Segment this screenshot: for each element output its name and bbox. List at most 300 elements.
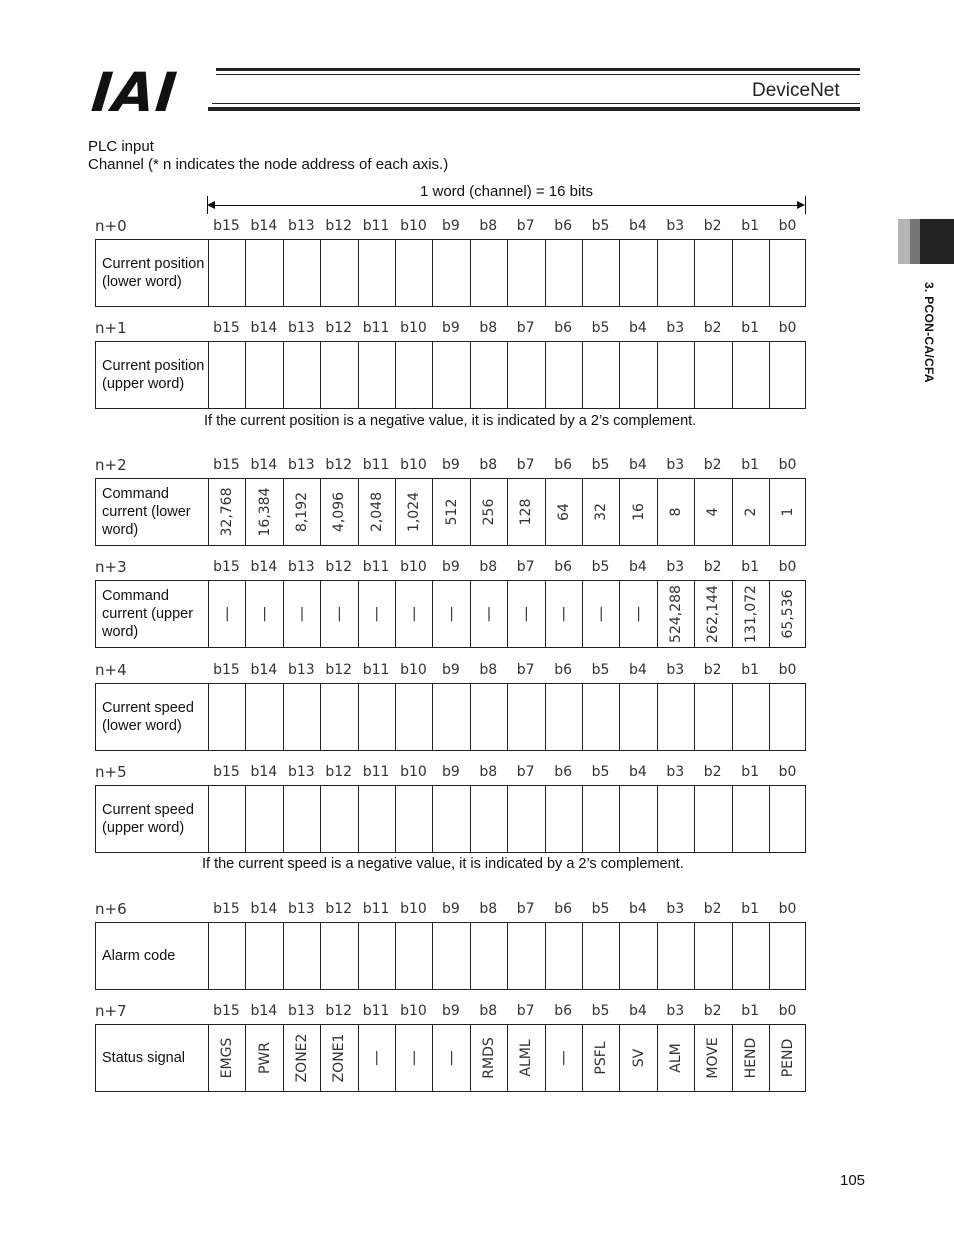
register-address: n+1	[95, 319, 127, 337]
arrow-left-tick	[207, 196, 208, 214]
header-title: DeviceNet	[752, 80, 840, 101]
side-tab-text: 3. PCON-CA/CFA	[922, 282, 936, 383]
side-tab-mid	[910, 219, 920, 264]
bit-cell	[395, 684, 432, 750]
bit-cell	[657, 240, 694, 306]
bit-cell	[245, 479, 282, 545]
register-header	[95, 763, 806, 783]
bit-cell-value: 1	[780, 507, 797, 517]
bit-cell	[657, 923, 694, 989]
bit-label: b12	[325, 901, 353, 917]
bit-cell	[769, 342, 806, 408]
bit-cell-value: |	[299, 606, 305, 622]
bit-label: b4	[628, 901, 647, 917]
bit-label: b5	[591, 662, 610, 678]
bit-cell	[545, 1025, 582, 1091]
note-speed: If the current speed is a negative value, it is indicated by a 2’s complement.	[202, 856, 684, 872]
bit-cell-value: |	[524, 606, 529, 622]
bit-label: b11	[362, 320, 390, 336]
bit-cell	[732, 479, 769, 545]
register-row	[95, 1024, 806, 1092]
bit-cell	[320, 240, 357, 306]
bit-cell-value: 262,144	[705, 585, 722, 643]
side-tab-label	[914, 282, 938, 422]
bit-label: b11	[362, 457, 390, 473]
bit-label: b9	[441, 559, 460, 575]
bit-label: b6	[554, 320, 572, 336]
bit-label: b3	[666, 901, 685, 917]
header-rule-2	[216, 74, 860, 75]
bit-label: b11	[362, 1003, 390, 1019]
bit-cell-value: MOVE	[705, 1037, 722, 1079]
bit-cell	[769, 923, 806, 989]
bit-cell-value: |	[636, 606, 641, 622]
bit-cell	[582, 684, 619, 750]
bit-label: b15	[213, 457, 240, 473]
bit-cell-value: 2	[742, 507, 759, 517]
note-position: If the current position is a negative value, it is indicated by a 2’s complement.	[204, 413, 697, 429]
bit-cell-value: |	[449, 606, 454, 622]
bit-cell	[283, 581, 320, 647]
bit-cell	[545, 786, 582, 852]
bit-label: b7	[516, 901, 535, 917]
bit-label: b13	[287, 218, 315, 234]
bit-cell-value: RMDS	[480, 1037, 497, 1079]
bit-label: b4	[628, 320, 647, 336]
bit-label: b12	[325, 662, 353, 678]
bit-cell	[358, 342, 395, 408]
bit-label: b15	[213, 1003, 240, 1019]
register-address: n+6	[95, 900, 127, 918]
bit-cell	[507, 1025, 544, 1091]
bit-cell	[769, 479, 806, 545]
bit-cell	[432, 1025, 469, 1091]
bit-label: b11	[362, 559, 390, 575]
bit-cell	[320, 1025, 357, 1091]
bit-cell-value: |	[561, 1050, 567, 1066]
register-address: n+3	[95, 558, 127, 576]
bit-cell	[283, 923, 320, 989]
bit-label: b3	[666, 457, 685, 473]
bit-label: b1	[741, 764, 759, 780]
bit-label: b0	[778, 662, 797, 678]
bit-cell	[358, 684, 395, 750]
bit-label: b10	[400, 320, 427, 336]
bit-cell	[507, 786, 544, 852]
register-header	[95, 456, 806, 476]
bit-cell	[582, 581, 619, 647]
intro-subtitle: Channel (* n indicates the node address of each axis.)	[88, 156, 449, 173]
bit-cell-value: 65,536	[780, 589, 797, 639]
register-address: n+5	[95, 763, 127, 781]
bit-label: b8	[479, 218, 498, 234]
header-rule-top	[216, 68, 860, 71]
bit-cell-value: 4,096	[331, 491, 348, 533]
bit-cell	[545, 581, 582, 647]
bit-cell	[395, 786, 432, 852]
bit-label: b9	[441, 320, 460, 336]
bit-cell	[507, 923, 544, 989]
register-name: Current speed (lower word)	[102, 700, 194, 734]
bit-cell	[657, 342, 694, 408]
iai-logo: IAI	[88, 61, 181, 124]
bit-cell	[582, 1025, 619, 1091]
bit-cell	[283, 684, 320, 750]
bit-label: b7	[516, 320, 535, 336]
bit-label: b5	[591, 559, 610, 575]
bit-label: b2	[703, 457, 722, 473]
bit-cell-value: 128	[518, 498, 535, 526]
bit-cell	[320, 786, 357, 852]
bit-label: b4	[628, 662, 647, 678]
bit-cell	[507, 240, 544, 306]
bit-label: b4	[628, 1003, 647, 1019]
bit-label: b14	[250, 218, 278, 234]
bit-label: b15	[213, 764, 240, 780]
register-name: Current position (upper word)	[102, 358, 205, 392]
bit-cell-value: 1,024	[406, 491, 423, 533]
bit-label: b6	[554, 1003, 572, 1019]
bit-label: b0	[778, 559, 797, 575]
bit-cell-value: |	[262, 606, 267, 622]
bit-cell	[470, 684, 507, 750]
bit-cell	[545, 923, 582, 989]
bit-label: b9	[441, 457, 460, 473]
bit-cell-value: |	[374, 606, 380, 622]
bit-label: b13	[287, 764, 315, 780]
bit-cell	[582, 342, 619, 408]
bit-label: b13	[287, 1003, 315, 1019]
bit-label: b2	[703, 1003, 722, 1019]
bit-label: b7	[516, 559, 535, 575]
bit-cell	[545, 479, 582, 545]
bit-label: b6	[554, 662, 572, 678]
bit-cell	[657, 684, 694, 750]
bit-cell	[283, 786, 320, 852]
bit-cell	[395, 342, 432, 408]
bit-cell	[470, 240, 507, 306]
bit-label: b12	[325, 320, 353, 336]
bit-cell-value: 32	[593, 503, 610, 521]
bit-cell	[732, 923, 769, 989]
bit-cell	[619, 1025, 656, 1091]
bit-cell-value: |	[561, 606, 567, 622]
bit-cell	[657, 581, 694, 647]
register-header	[95, 1002, 806, 1022]
bit-cell	[694, 240, 731, 306]
bit-cell	[283, 240, 320, 306]
bit-label: b8	[479, 1003, 498, 1019]
bit-cell-value: ALM	[667, 1043, 684, 1073]
bit-cell	[545, 684, 582, 750]
bit-label: b12	[325, 457, 353, 473]
bit-cell-value: 256	[480, 498, 497, 526]
bit-label: b12	[325, 218, 353, 234]
bit-label: b5	[591, 901, 610, 917]
bit-cell	[732, 786, 769, 852]
bit-cell-value: 8	[667, 507, 684, 517]
bit-cell	[769, 240, 806, 306]
bit-label: b3	[666, 1003, 685, 1019]
bit-label: b11	[362, 901, 390, 917]
bit-cell	[619, 479, 656, 545]
bit-label: b10	[400, 218, 427, 234]
register-header	[95, 558, 806, 578]
bit-label: b3	[666, 662, 685, 678]
bit-cell-value: |	[374, 1050, 380, 1066]
bit-label: b14	[250, 457, 278, 473]
bit-label: b14	[250, 901, 278, 917]
bit-cell	[358, 923, 395, 989]
bit-label: b7	[516, 218, 535, 234]
bit-cell	[769, 581, 806, 647]
bit-cell	[208, 923, 245, 989]
bit-label: b8	[479, 901, 498, 917]
bit-cell-value: 8,192	[293, 491, 310, 533]
bit-cell	[245, 342, 282, 408]
register-name: Alarm code	[102, 948, 176, 964]
bit-label: b13	[287, 662, 315, 678]
bit-cell	[470, 581, 507, 647]
arrow-right-tick	[805, 196, 806, 214]
bit-label: b1	[741, 559, 759, 575]
register-row	[95, 922, 806, 990]
bit-cell-value: 512	[443, 498, 460, 526]
bit-label: b2	[703, 901, 722, 917]
bit-cell	[619, 786, 656, 852]
bit-cell	[283, 1025, 320, 1091]
bit-label: b10	[400, 457, 427, 473]
bit-label: b9	[441, 218, 460, 234]
bit-cell-value: |	[411, 1050, 417, 1066]
bit-cell	[582, 923, 619, 989]
bit-label: b9	[441, 662, 460, 678]
bit-cell	[732, 684, 769, 750]
bit-label: b12	[325, 764, 353, 780]
bit-cell	[358, 581, 395, 647]
bit-cell-value: 32,768	[219, 487, 236, 537]
bit-label: b15	[213, 662, 240, 678]
arrow-right-icon	[797, 201, 805, 209]
header-rule-bottom	[208, 107, 860, 111]
bit-label: b7	[516, 1003, 535, 1019]
bit-cell	[395, 923, 432, 989]
bit-cell	[694, 923, 731, 989]
bit-label: b2	[703, 559, 722, 575]
bit-label: b13	[287, 559, 315, 575]
register-header	[95, 900, 806, 920]
page-number: 105	[840, 1172, 866, 1189]
register-row	[95, 478, 806, 546]
bit-cell	[582, 240, 619, 306]
bit-label: b0	[778, 901, 797, 917]
bit-label: b1	[741, 1003, 759, 1019]
bit-cell	[619, 342, 656, 408]
register-row	[95, 683, 806, 751]
bit-cell-value: ZONE1	[331, 1033, 348, 1083]
bit-cell	[507, 581, 544, 647]
register-name: Command current (lower word)	[102, 486, 191, 538]
bit-label: b6	[554, 901, 572, 917]
bit-cell	[582, 786, 619, 852]
register-row	[95, 239, 806, 307]
bit-cell	[732, 581, 769, 647]
register-name: Current position (lower word)	[102, 256, 205, 290]
bit-label: b1	[741, 457, 759, 473]
bit-label: b4	[628, 457, 647, 473]
bit-label: b14	[250, 764, 278, 780]
bit-cell	[657, 786, 694, 852]
register-address: n+4	[95, 661, 127, 679]
bit-cell	[245, 1025, 282, 1091]
bit-cell-value: 131,072	[742, 585, 759, 643]
bit-label: b6	[554, 457, 572, 473]
bit-label: b7	[516, 662, 535, 678]
bit-label: b1	[741, 218, 759, 234]
bit-label: b4	[628, 764, 647, 780]
bit-cell	[582, 479, 619, 545]
bit-label: b15	[213, 901, 240, 917]
bit-cell	[470, 923, 507, 989]
bit-label: b4	[628, 559, 647, 575]
bit-label: b10	[400, 764, 427, 780]
bit-label: b3	[666, 764, 685, 780]
bit-cell	[208, 240, 245, 306]
bit-label: b5	[591, 320, 610, 336]
bit-label: b5	[591, 764, 610, 780]
bit-cell	[432, 479, 469, 545]
bit-label: b14	[250, 320, 278, 336]
bit-cell	[245, 923, 282, 989]
bit-label: b7	[516, 764, 535, 780]
bit-label: b8	[479, 559, 498, 575]
bit-cell	[545, 240, 582, 306]
bit-label: b1	[741, 320, 759, 336]
bit-cell	[245, 581, 282, 647]
bit-cell-value: |	[449, 1050, 454, 1066]
bit-cell	[769, 1025, 806, 1091]
bit-cell-value: 4	[705, 507, 722, 517]
arrow-left-icon	[207, 201, 215, 209]
bit-label: b8	[479, 662, 498, 678]
bit-cell-value: EMGS	[219, 1037, 236, 1079]
bit-label: b13	[287, 457, 315, 473]
bit-label: b2	[703, 662, 722, 678]
word-arrow-line	[210, 205, 803, 206]
bit-cell	[732, 342, 769, 408]
bit-label: b14	[250, 1003, 278, 1019]
register-row	[95, 785, 806, 853]
bit-label: b8	[479, 320, 498, 336]
bit-cell	[395, 479, 432, 545]
header-rule-3	[212, 103, 860, 104]
bit-cell	[208, 342, 245, 408]
register-header	[95, 319, 806, 339]
bit-cell	[619, 684, 656, 750]
bit-label: b6	[554, 218, 572, 234]
bit-label: b12	[325, 559, 353, 575]
side-tab-light	[898, 219, 910, 264]
bit-cell	[732, 240, 769, 306]
bit-label: b15	[213, 559, 240, 575]
bit-cell	[769, 786, 806, 852]
bit-label: b6	[554, 559, 572, 575]
bit-label: b3	[666, 559, 685, 575]
bit-cell	[657, 1025, 694, 1091]
bit-cell	[320, 684, 357, 750]
register-address: n+2	[95, 456, 127, 474]
bit-label: b0	[778, 764, 797, 780]
bit-cell	[470, 1025, 507, 1091]
bit-label: b9	[441, 1003, 460, 1019]
bit-label: b13	[287, 320, 315, 336]
bit-label: b7	[516, 457, 535, 473]
register-header	[95, 661, 806, 681]
bit-cell	[432, 342, 469, 408]
bit-label: b5	[591, 1003, 610, 1019]
register-name: Command current (upper word)	[102, 588, 194, 640]
bit-label: b9	[441, 901, 460, 917]
intro-title: PLC input	[88, 138, 154, 155]
bit-cell	[208, 581, 245, 647]
bit-label: b10	[400, 662, 427, 678]
side-tab-dark	[920, 219, 954, 264]
bit-cell	[694, 684, 731, 750]
bit-cell	[395, 240, 432, 306]
bit-cell	[245, 786, 282, 852]
bit-cell	[732, 1025, 769, 1091]
bit-cell-value: 64	[555, 503, 572, 521]
bit-cell	[395, 581, 432, 647]
bit-label: b15	[213, 320, 240, 336]
bit-cell	[619, 923, 656, 989]
bit-label: b8	[479, 457, 498, 473]
bit-cell	[395, 1025, 432, 1091]
bit-cell	[245, 240, 282, 306]
register-name: Current speed (upper word)	[102, 802, 194, 836]
bit-cell	[358, 786, 395, 852]
bit-label: b10	[400, 559, 427, 575]
bit-label: b2	[703, 218, 722, 234]
bit-label: b11	[362, 662, 390, 678]
bit-cell	[694, 786, 731, 852]
bit-cell	[320, 342, 357, 408]
bit-label: b11	[362, 218, 390, 234]
bit-label: b3	[666, 218, 685, 234]
bit-cell-value: 2,048	[368, 491, 385, 533]
bit-cell	[320, 479, 357, 545]
bit-cell	[470, 479, 507, 545]
bit-label: b5	[591, 457, 610, 473]
bit-cell	[432, 240, 469, 306]
bit-cell	[657, 479, 694, 545]
bit-cell-value: |	[486, 606, 492, 622]
bit-cell	[507, 342, 544, 408]
bit-cell	[694, 342, 731, 408]
bit-label: b5	[591, 218, 610, 234]
word-size-label: 1 word (channel) = 16 bits	[419, 183, 593, 200]
register-address: n+0	[95, 217, 127, 235]
bit-cell-value: 524,288	[667, 585, 684, 643]
bit-label: b3	[666, 320, 685, 336]
bit-cell	[470, 786, 507, 852]
bit-cell	[694, 581, 731, 647]
bit-cell	[208, 1025, 245, 1091]
bit-cell	[694, 1025, 731, 1091]
bit-cell	[283, 479, 320, 545]
bit-cell	[320, 923, 357, 989]
bit-cell-value: SV	[630, 1048, 647, 1068]
